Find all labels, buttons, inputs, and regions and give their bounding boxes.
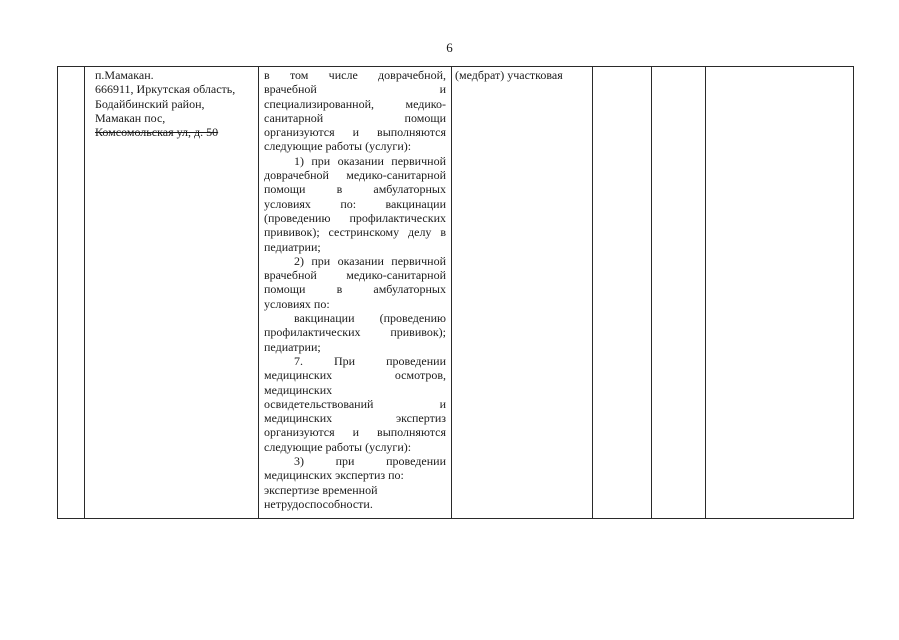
address-line: 666911, Иркутская область, xyxy=(95,82,236,97)
services-line: вакцинации (проведению xyxy=(294,311,446,326)
license-table xyxy=(57,66,854,519)
number-cell xyxy=(58,67,85,519)
services-line: специализированной, медико- xyxy=(264,96,446,111)
services-line: медицинских экспертиз xyxy=(264,411,446,426)
services-cell xyxy=(259,67,452,519)
services-line: профилактических прививок); xyxy=(264,325,446,340)
services-line: 3) при проведении xyxy=(294,454,446,469)
services-line: педиатрии; xyxy=(264,339,321,354)
services-line: помощи в амбулаторных xyxy=(264,182,446,197)
services-line: медицинских осмотров, xyxy=(264,368,446,383)
empty-cell xyxy=(652,67,706,519)
services-line: санитарной помощи xyxy=(264,110,446,125)
address-line-struck: Комсомольская ул, д. 50 xyxy=(95,125,219,140)
services-line: следующие работы (услуги): xyxy=(264,139,412,154)
services-line: медицинских экспертиз по: xyxy=(264,468,404,483)
services-line: помощи в амбулаторных xyxy=(264,282,446,297)
services-line: врачебной медико-санитарной xyxy=(264,268,446,283)
services-line: медицинских xyxy=(264,382,333,397)
services-line: нетрудоспособности. xyxy=(264,496,373,511)
role-text: (медбрат) участковая xyxy=(455,68,563,82)
address-line: Бодайбинский район, xyxy=(95,96,205,111)
empty-cell xyxy=(593,67,652,519)
services-line: прививок); сестринскому делу в xyxy=(264,225,446,240)
services-line: условиях по: xyxy=(264,296,330,311)
address-line: Мамакан пос, xyxy=(95,110,166,125)
services-line: (проведению профилактических xyxy=(264,210,446,225)
address-cell xyxy=(85,67,259,519)
services-line: 1) при оказании первичной xyxy=(294,153,446,168)
role-cell xyxy=(452,67,593,519)
services-line: 2) при оказании первичной xyxy=(294,253,446,268)
services-line: доврачебной медико-санитарной xyxy=(264,168,446,183)
services-line: врачебной и xyxy=(264,82,446,97)
table-row xyxy=(58,67,854,519)
page-number: 6 xyxy=(446,40,453,55)
services-line: 7. При проведении xyxy=(294,353,446,368)
address-line: п.Мамакан. xyxy=(95,68,154,82)
services-line: организуются и выполняются xyxy=(264,125,446,140)
services-line: в том числе доврачебной, xyxy=(264,68,446,82)
services-line: педиатрии; xyxy=(264,239,321,254)
services-line: следующие работы (услуги): xyxy=(264,439,412,454)
services-line: освидетельствований и xyxy=(264,396,446,411)
services-line: организуются и выполняются xyxy=(264,425,446,440)
services-line: условиях по: вакцинации xyxy=(264,196,446,211)
services-line: экспертизе временной xyxy=(264,482,378,497)
empty-cell xyxy=(706,67,854,519)
